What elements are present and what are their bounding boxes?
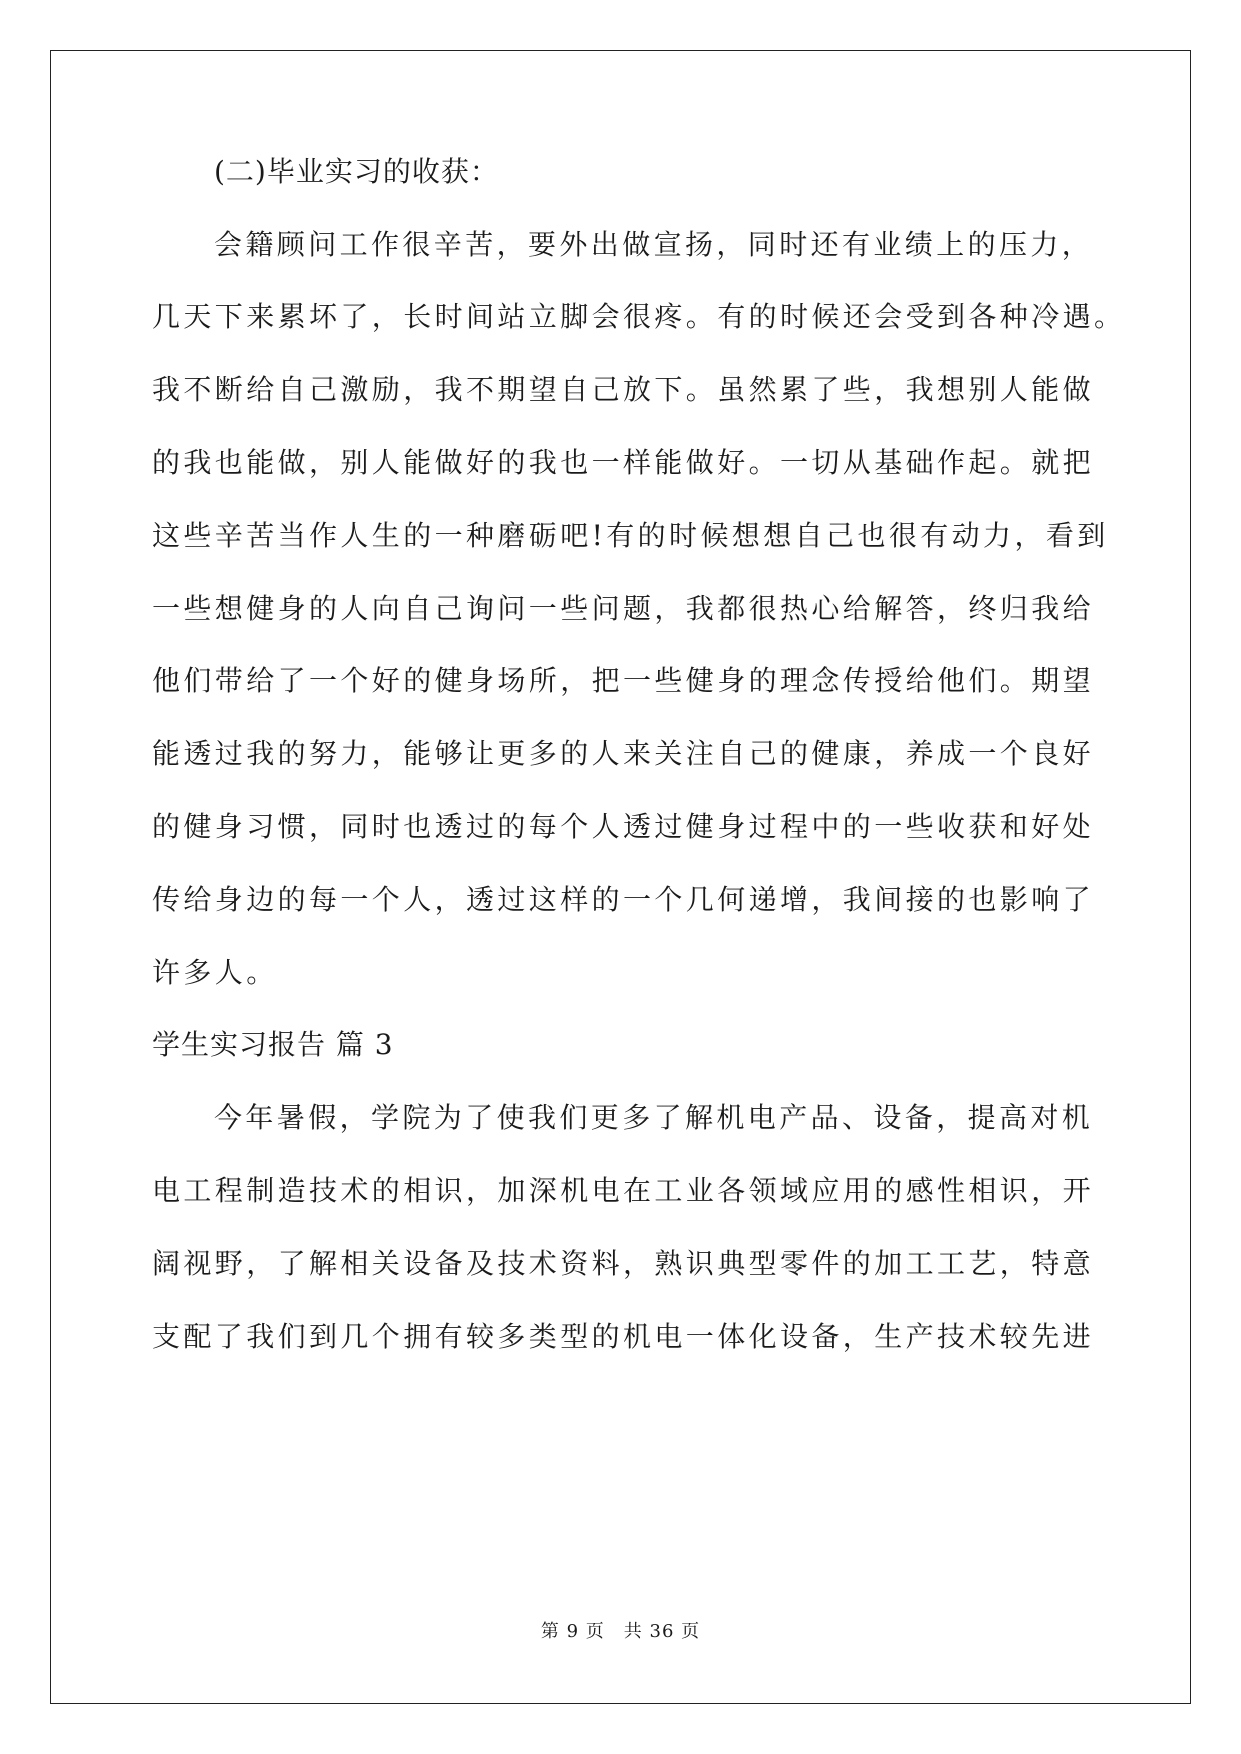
paragraph-line: 今年暑假，学院为了使我们更多了解机电产品、设备，提高对机	[214, 1101, 1094, 1134]
paragraph-line: 会籍顾问工作很辛苦，要外出做宣扬，同时还有业绩上的压力，	[214, 228, 1094, 261]
paragraph-line: 的我也能做，别人能做好的我也一样能做好。一切从基础作起。就把	[152, 446, 1095, 479]
paragraph-line: 电工程制造技术的相识，加深机电在工业各领域应用的感性相识，开	[152, 1174, 1095, 1207]
paragraph-line: 他们带给了一个好的健身场所，把一些健身的理念传授给他们。期望	[152, 664, 1095, 697]
page-number-footer: 第 9 页 共 36 页	[540, 1621, 701, 1642]
paragraph-line: 这些辛苦当作人生的一种磨砺吧!有的时候想想自己也很有动力，看到	[152, 519, 1109, 552]
paragraph-line: 阔视野，了解相关设备及技术资料，熟识典型零件的加工工艺，特意	[152, 1247, 1095, 1280]
paragraph-line: 能透过我的努力，能够让更多的人来关注自己的健康，养成一个良好	[152, 737, 1095, 770]
section-heading: (二)毕业实习的收获：	[214, 155, 499, 188]
paragraph-line: 许多人。	[152, 956, 278, 989]
paragraph-line: 传给身边的每一个人，透过这样的一个几何递增，我间接的也影响了	[152, 883, 1095, 916]
paragraph-line: 我不断给自己激励，我不期望自己放下。虽然累了些，我想别人能做	[152, 373, 1095, 406]
paragraph-line: 几天下来累坏了，长时间站立脚会很疼。有的时候还会受到各种冷遇。	[152, 300, 1126, 333]
article-title: 学生实习报告 篇 3	[152, 1028, 394, 1061]
paragraph-line: 支配了我们到几个拥有较多类型的机电一体化设备，生产技术较先进	[152, 1320, 1095, 1353]
paragraph-line: 一些想健身的人向自己询问一些问题，我都很热心给解答，终归我给	[152, 592, 1095, 625]
paragraph-line: 的健身习惯，同时也透过的每个人透过健身过程中的一些收获和好处	[152, 810, 1095, 843]
